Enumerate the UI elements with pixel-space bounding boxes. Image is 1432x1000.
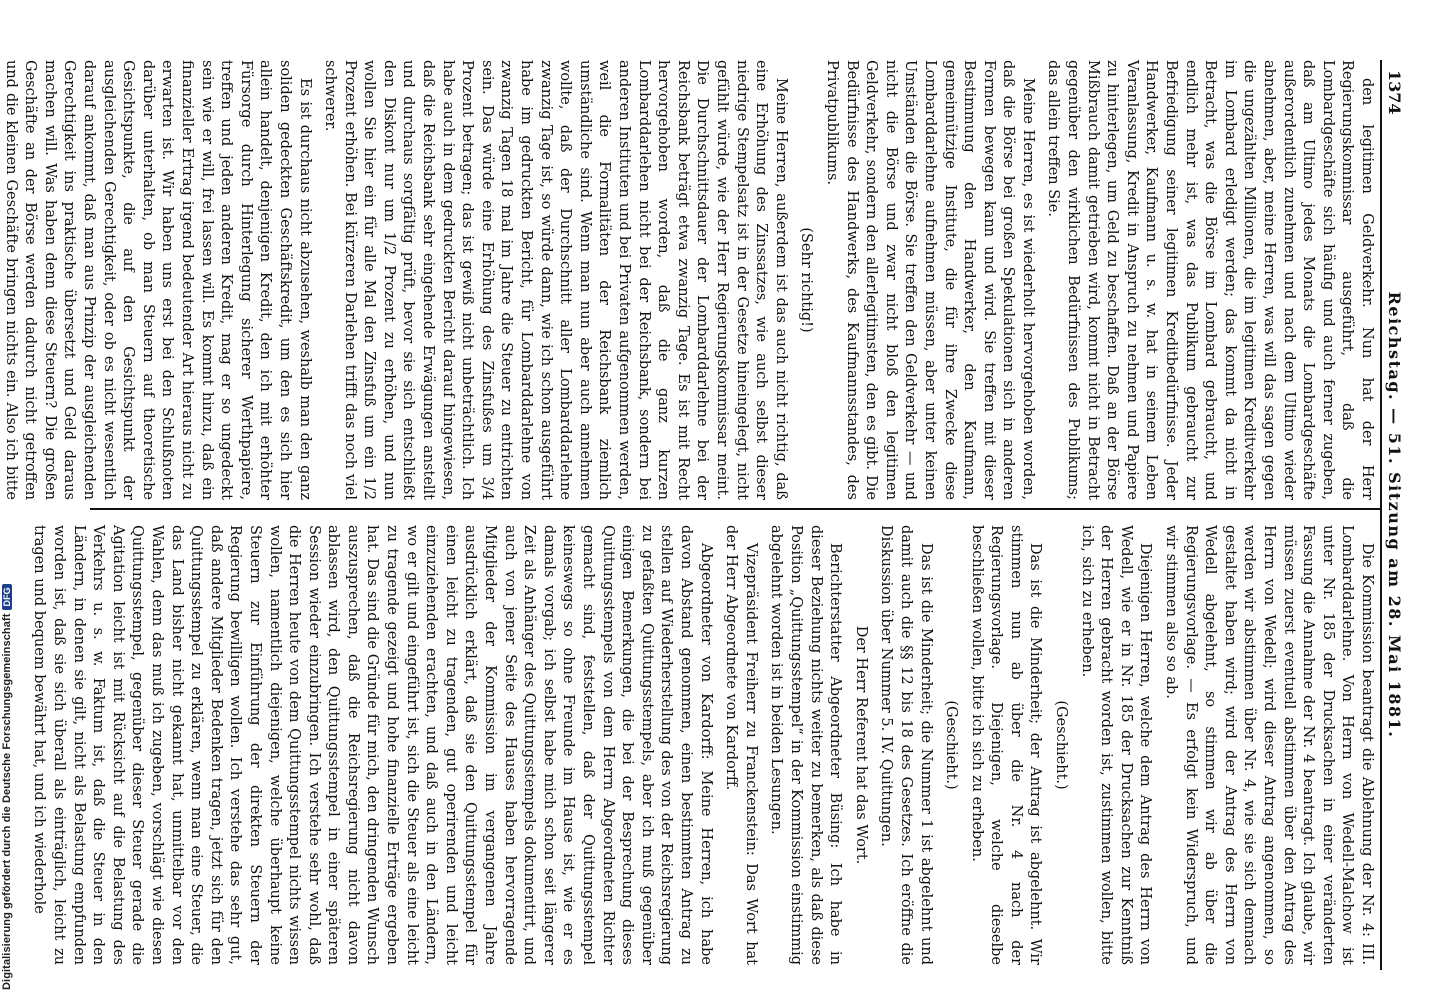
paragraph: Meine Herren, außerdem ist das auch nicht richtig, daß eine Erhöhung des Zinssatzes, wie auch selbst dieser niedrige Stempelsatz ist in der Gesetze hineingelegt, nicht gefühlt würde, wie der Herr Regierungskommissar meint. Die Durchschnittsdauer der Lombarddarlehne bei der Reichsbank beträgt etwa zwanzig Tage. Es ist mit Recht hervorgehoben worden, daß die ganz kurzen Lombarddarlehen nicht bei der Reichsbank, sondern bei anderen Instituten und bei Privaten aufgenommen werden, weil die Formalitäten der Reichsbank ziemlich umständliche sind. Wenn man nun aber auch annehmen wollte, daß der Durchschnitt aller Lombarddarlehne zwanzig Tage ist, so würde dann, wie ich schon ausgeführt habe im gedruckten Bericht, für Lombarddarlehne von zwanzig Tagen 18 mal im Jahre die Steuer zu entrichten sein. Das würde eine Erhöhung des Zinsfußes um 3/4 Prozent betragen; das ist gewiß nicht unbeträchtlich. Ich habe auch in dem gedruckten Bericht darauf hingewiesen, daß die Reichsbank sehr eingehende Erwägungen anstellt und durchaus sorgfältig prüft, bevor sie sich entschließt den Diskont nur um 1/2 Prozent zu erhöhen, und nun wollen Sie hier ein für alle Mal den Zinsfuß um ein 1/2 Prozent erhöhen. Bei kürzeren Darlehen trifft das noch viel schwerer. [322,60,789,500]
interjection: (Sehr richtig!) [798,227,815,333]
interjection: (Geschieht.) [943,700,960,790]
left-column [2,60,1376,500]
right-column [31,525,1376,965]
funding-credit-text: Digitalisierung gefördert durch die Deutsche Forschungsgemeinschaft [1,613,13,990]
page-number: 1374 [1385,70,1404,115]
paragraph: Das ist die Minderheit; die Nummer 1 ist abgelehnt und damit auch die §§ 12 bis 18 des Gesetzes. Ich eröffne die Diskussion über Nummer 5. IV. Quittungen. [878,525,934,965]
paragraph: Vizepräsident Freiherr zu Franckenstein: Das Wort hat der Herr Abgeordnete von Kardorff. [723,525,759,965]
paragraph: Es ist durchaus nicht abzusehen, weshalb man den ganz soliden gedeckten Geschäftskredit, um den es sich hier allein handelt, denjenigen Kredit, den ich mit erhöhter Fürsorge durch Hinterlegung sicherer Werthpapiere, treffen und jeden anderen Kredit, mag er so ungedeckt sein wie er will, frei lassen will. Es kommt hinzu, daß ein finanzieller Ertrag irgend bedeutender Art hieraus nicht zu erwarten ist. Wir haben uns erst bei den Schlußnoten darüber unterhalten, ob man Steuern auf theoretische Gesichtspunkte, die auf den Gesichtspunkt der ausgleichenden Gerechtigkeit, oder ob es nicht wesentlich darauf ankommt, daß man aus Prinzip der ausgleichenden Gerechtigkeit ins praktische übersetzt und Geld daraus machen will. Was haben denn diese Steuern? Die großen Geschäfte an der Börse werden dadurch nicht getroffen und die kleinen Geschäfte bringen nichts ein. Also ich bitte [2,60,313,500]
paragraph: den legitimen Geldverkehr. Nun hat der Herr Regierungskommissar ausgeführt, daß die Lombardgeschäfte sich häufig und auch ferner zugeben, daß am Ultimo jedes Monats die Lombardgeschäfte außerordentlich zunehmen und nach dem Ultimo wieder abnehmen, aber, meine Herren, was will das sagen gegen die ungezählten Millionen, die im legitimen Kreditverkehr im Lombard erledigt werden; das kommt da nicht in Betracht, was die Börse im Lombard gebraucht, und endlich mehr ist, was das Publikum gebraucht zur Befriedigung seiner legitimen Kreditbedürfnisse. Jeder Handwerker, Kaufmann u. s. w. hat in seinem Leben Veranlassung, Kredit in Anspruch zu nehmen und Papiere zu hinterlegen, um Geld zu beschaffen. Daß an der Börse Mißbrauch damit getrieben wird, kommt nicht in Betracht gegenüber den wirklichen Bedürfnissen des Publikums; das allein treffen Sie. [1045,60,1375,500]
interjection: (Geschieht.) [1053,700,1070,790]
page-header [1380,50,1410,980]
paragraph: Der Herr Referent hat das Wort. [852,625,869,865]
column-divider [90,508,1380,510]
paragraph: Berichterstatter Abgeordneter Büsing: Ich habe in dieser Beziehung nichts weiter zu bemerken, als daß diese Position „Quittungsstempel“ in der Kommission einstimmig abgelehnt worden ist in beiden Lesungen. [768,525,844,965]
paragraph: Abgeordneter von Kardorff: Meine Herren, ich habe davon Abstand genommen, einen bestimmten Antrag zu stellen auf Wiederherstellung des von der Reichsregierung zu gefaßten Quittungsstempels, aber ich muß gegenüber einigen Bemerkungen, die bei der Besprechung dieses Quittungsstempels von dem Herrn Abgeordneten Richter gemacht sind, feststellen, daß der Quittungsstempel keineswegs so ohne Freunde im Hause ist, wie er es damals vorgab; ich selbst habe mich schon seit längerer Zeit als Anhänger des Quittungsstempels dokumentirt, und auch von jener Seite des Hauses haben hervorragende Mitglieder der Kommission im vergangenen Jahre ausdrücklich erklärt, daß sie den Quittungsstempel für einen leicht zu tragenden, gut operirenden und leicht einzuziehenden erachten, und daß auch in den Ländern, wo er gilt und eingeführt ist, sich die Steuer als eine leicht zu tragende gezeigt und hohe finanzielle Erträge ergeben hat. Das sind die Gründe für mich, den dringenden Wunsch auszusprechen, daß die Reichsregierung nicht davon ablassen wird, den Quittungsstempel in einer späteren Session wieder einzubringen. Ich verstehe sehr wohl, daß die Herren heute von dem Quittungsstempel nichts wissen wollen, namentlich diejenigen, welche überhaupt keine Steuern zur Einführung der direkten Steuern der Regierung bewilligen wollen. Ich verstehe das sehr gut, daß andere Mitglieder Bedenken tragen, jetzt sich für den Quittungsstempel zu erklären, wenn man eine Steuer, die das Land bisher nicht gekannt hat, unmittelbar vor den Wahlen, denn das muß ich zugeben, vorschlägt wie diesen Quittungsstempel, gegenüber dieser Steuer gerade die Agitation leicht ist mit Rücksicht auf die Belastung des Verkehrs u. s. w. Faktum ist, daß die Steuer in den Ländern, in denen sie gilt, nicht als Belastung empfunden worden ist, daß sie sich überall als einträglich, leicht zu tragen und bequem bewährt hat, und ich wiederhole [31,525,714,965]
paragraph: Meine Herren, es ist wiederholt hervorgehoben worden, daß die Börse bei großen Spekulationen sich in anderen Formen bewegen kann und wird. Sie treffen mit dieser Bestimmung den Handwerker, den Kaufmann, gemeinnützige Institute, die für ihre Zwecke diese Lombarddarlehne aufnehmen müssen, aber unter keinen Umständen die Börse. Sie treffen den Geldverkehr — und nicht die Börse und zwar nicht bloß den legitimen Geldverkehr, sondern den allerlegitimsten, den es gibt. Die Bedürfnisse des Handwerks, des Kaufmannsstandes, des Privatpublikums. [823,60,1036,500]
paragraph: Die Kommission beantragt die Ablehnung der Nr. 4: III. Lombarddarlehne. Von Herrn von Wedell-Malchow ist unter Nr. 185 der Drucksachen in einer veränderten Fassung die Annahme der Nr. 4 beantragt. Ich glaube, wir müssen zuerst eventuell abstimmen über den Antrag des Herrn von Wedell; wird dieser Antrag angenommen, so werden wir abstimmen über Nr. 4, wie sie sich demnach gestaltet haben wird; wird der Antrag des Herrn von Wedell abgelehnt, so stimmen wir ab über die Regierungsvorlage. — Es erfolgt kein Widerspruch, und wir stimmen also so ab. [1163,525,1375,965]
paragraph: Diejenigen Herren, welche dem Antrag des Herrn von Wedell, wie er in Nr. 185 der Drucksachen zur Kenntniß der Herren gebracht worden ist, zustimmen wollen, bitte ich, sich zu erheben. [1078,525,1154,965]
header-rule [1380,60,1382,970]
paragraph: Das ist die Minderheit; der Antrag ist abgelehnt. Wir stimmen nun ab über die Nr. 4 nach der Regierungsvorlage. Diejenigen, welche dieselbe beschließen wollen, bitte ich sich zu erheben. [968,525,1044,965]
running-title: Reichstag. — 51. Sitzung am 28. Mai 1881. [1385,291,1404,739]
dfg-logo: DFG [2,584,12,609]
